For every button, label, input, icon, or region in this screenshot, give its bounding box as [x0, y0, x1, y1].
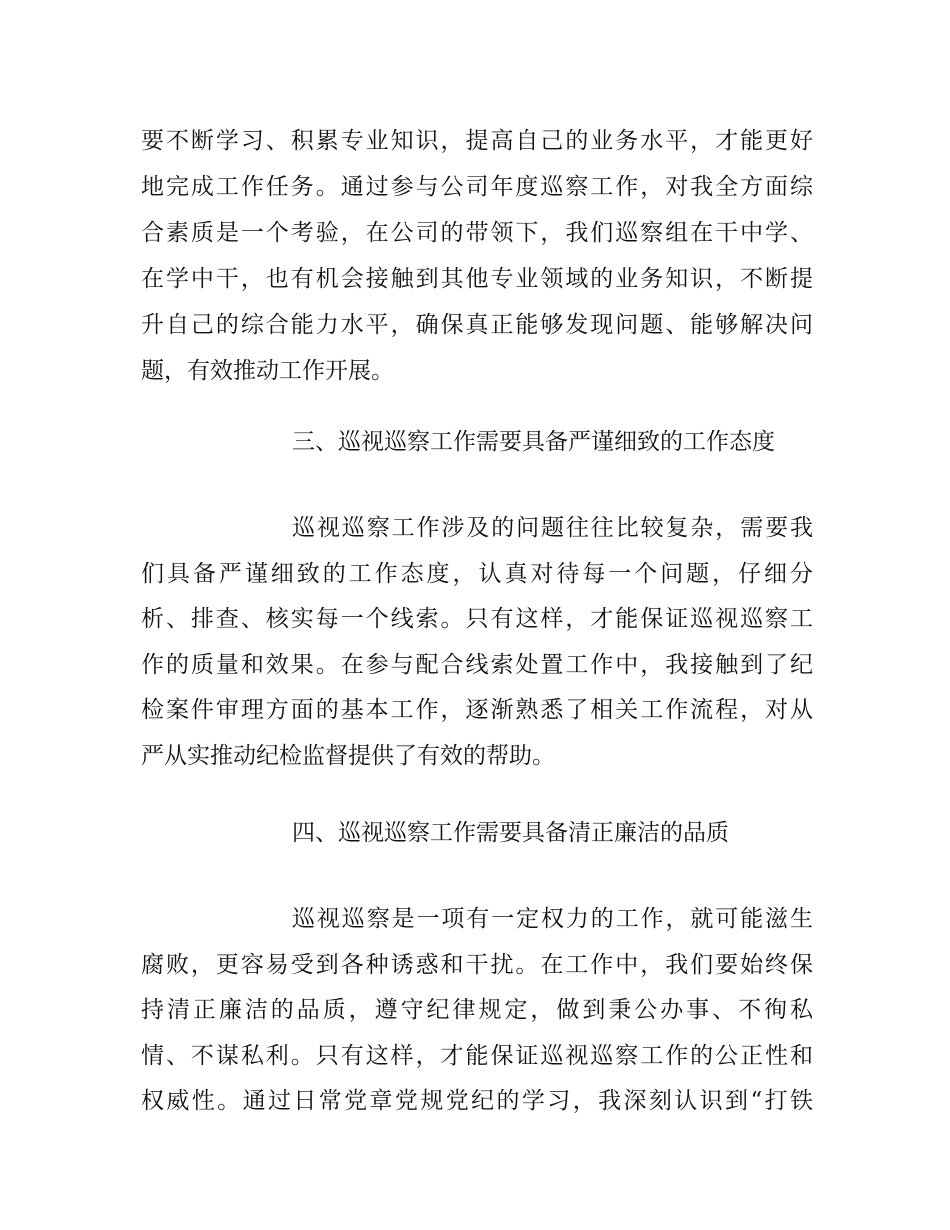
paragraph-line: 要不断学习、积累专业知识，提高自己的业务水平，才能更好 [141, 128, 813, 154]
paragraph-line: 合素质是一个考验，在公司的带领下，我们巡察组在干中学、 [141, 220, 813, 246]
paragraph-line: 检案件审理方面的基本工作，逐渐熟悉了相关工作流程，对从 [141, 697, 813, 723]
paragraph-line: 巡视巡察工作涉及的问题往往比较复杂，需要我 [292, 515, 813, 541]
paragraph-line: 持清正廉洁的品质，遵守纪律规定，做到秉公办事、不徇私 [141, 997, 813, 1023]
paragraph-line: 情、不谋私利。只有这样，才能保证巡视巡察工作的公正性和 [141, 1043, 813, 1069]
section-heading-4: 四、巡视巡察工作需要具备清正廉洁的品质 [292, 820, 729, 846]
paragraph-line: 权威性。通过日常党章党规党纪的学习，我深刻认识到“打铁 [141, 1088, 813, 1114]
paragraph-line: 腐败，更容易受到各种诱惑和干扰。在工作中，我们要始终保 [141, 952, 813, 978]
paragraph-line: 析、排查、核实每一个线索。只有这样，才能保证巡视巡察工 [141, 606, 813, 632]
paragraph-line: 巡视巡察是一项有一定权力的工作，就可能滋生 [292, 906, 813, 932]
section-heading-3: 三、巡视巡察工作需要具备严谨细致的工作态度 [292, 429, 775, 455]
paragraph-line: 升自己的综合能力水平，确保真正能够发现问题、能够解决问 [141, 312, 813, 338]
paragraph-line: 们具备严谨细致的工作态度，认真对待每一个问题，仔细分 [141, 561, 813, 587]
paragraph-line: 在学中干，也有机会接触到其他专业领域的业务知识，不断提 [141, 266, 813, 292]
paragraph-line: 题，有效推动工作开展。 [141, 358, 394, 384]
paragraph-line: 地完成工作任务。通过参与公司年度巡察工作，对我全方面综 [141, 174, 813, 200]
paragraph-line: 严从实推动纪检监督提供了有效的帮助。 [141, 743, 555, 769]
paragraph-line: 作的质量和效果。在参与配合线索处置工作中，我接触到了纪 [141, 652, 813, 678]
